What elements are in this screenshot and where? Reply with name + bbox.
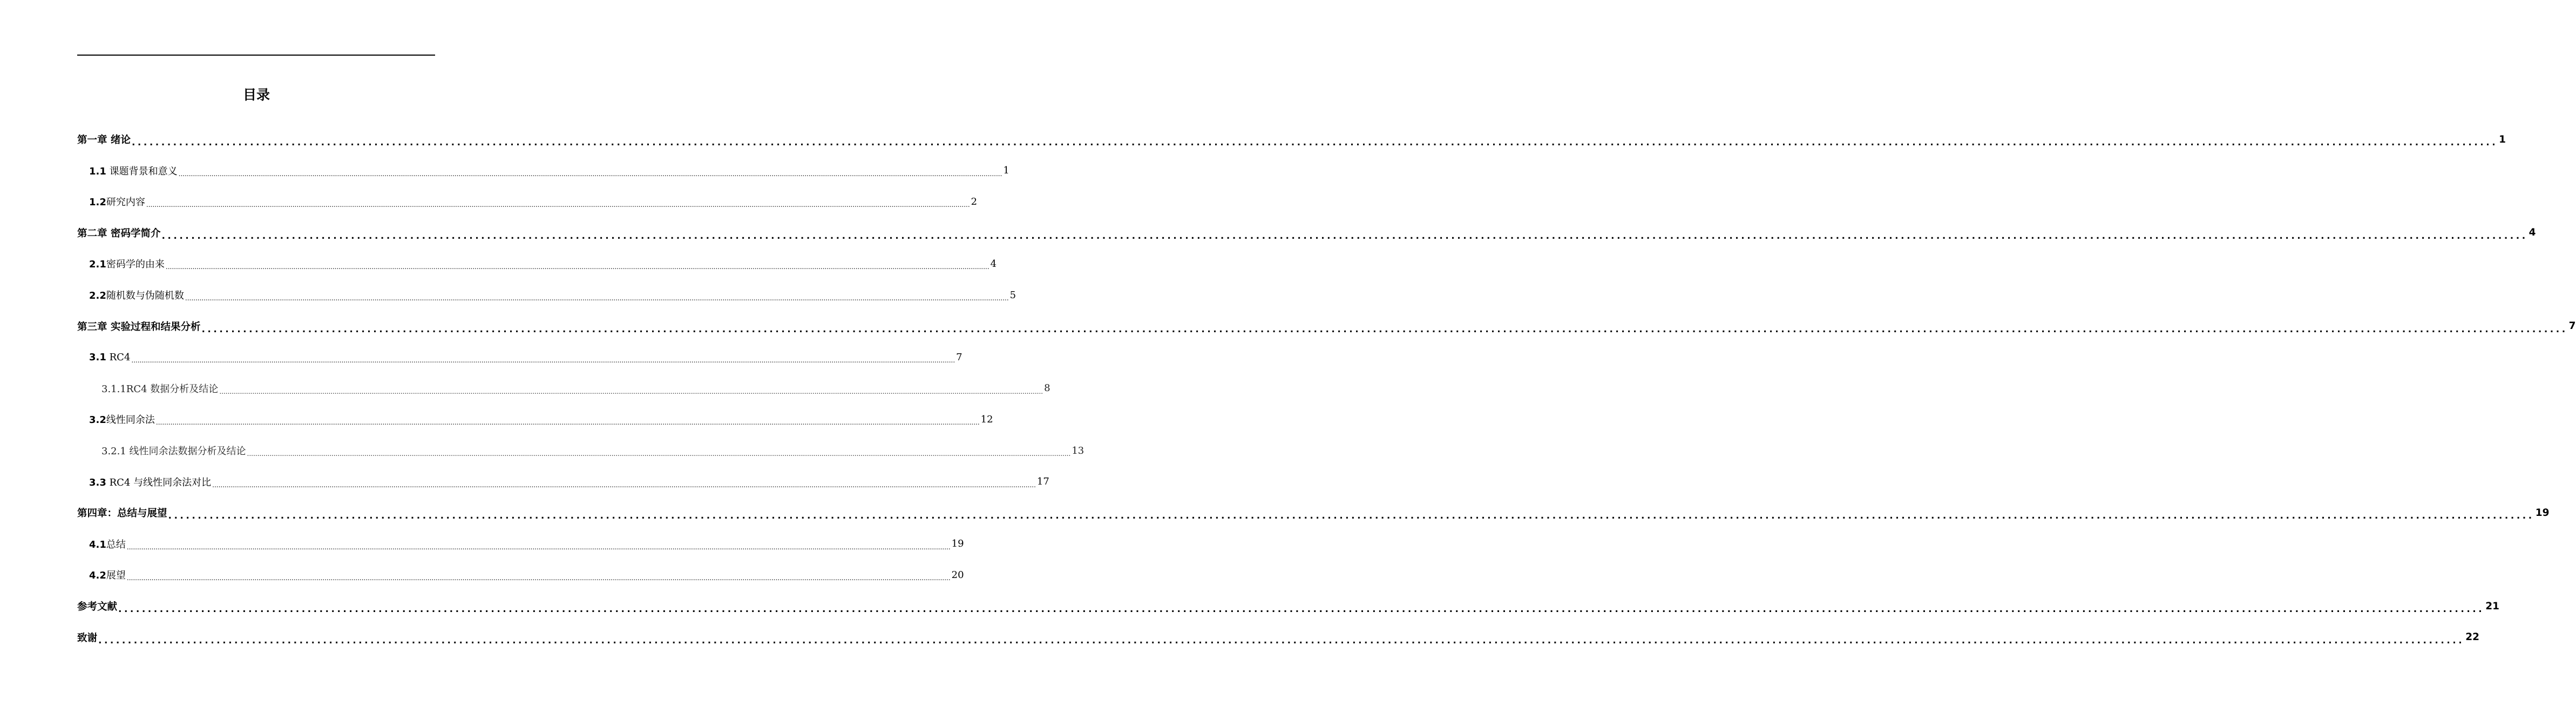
toc-entry-number: 3.2 <box>89 414 106 426</box>
toc-entry-number: 1.2 <box>89 197 106 209</box>
toc-entry[interactable] <box>89 284 1016 306</box>
dot-leader: ................................................................................................................................................................................................................................................................................................................................................................................................................ <box>165 263 989 271</box>
toc-entry-text: 密码学的由来 <box>106 259 165 271</box>
toc-entry[interactable] <box>89 191 978 212</box>
toc-entry-number: 3.1 <box>89 351 106 363</box>
toc-entry[interactable] <box>77 129 2506 150</box>
toc-entry-label <box>89 288 184 302</box>
dot-leader: ................................................................................................................................................................................................................................................................................................................................................................................................................ <box>219 387 1043 395</box>
toc-entry-label <box>89 537 126 551</box>
toc-entry[interactable] <box>101 378 1050 399</box>
toc-entry-text: 随机数与伪随机数 <box>106 290 184 301</box>
toc-entry-number: 4.1 <box>89 539 106 550</box>
toc-entry-page: 2 <box>971 196 978 207</box>
dot-leader: ................................................................................................................................................................................................................................................................................................................................................................................................................ <box>212 481 1036 489</box>
toc-entry-page: 20 <box>951 569 964 581</box>
dot-leader: ................................................................................................................................................................................................................................................................................................................................................................................................................ <box>161 230 2528 241</box>
toc-entry-page: 5 <box>1009 289 1016 301</box>
toc-entry-number: 2.2 <box>89 290 106 301</box>
dot-leader: ................................................................................................................................................................................................................................................................................................................................................................................................................ <box>247 450 1071 458</box>
toc-entry-text: 总结 <box>106 539 126 550</box>
toc-entry-page: 4 <box>990 258 997 270</box>
toc-entry[interactable] <box>89 408 993 430</box>
toc-entry-label <box>77 506 167 520</box>
toc-entry-text: 致谢 <box>77 632 98 644</box>
dot-leader: ................................................................................................................................................................................................................................................................................................................................................................................................................ <box>155 419 980 427</box>
toc-entry-label <box>89 352 130 363</box>
toc-entry-label <box>89 568 126 582</box>
dot-leader: ................................................................................................................................................................................................................................................................................................................................................................................................................ <box>201 324 2568 335</box>
dot-leader: ................................................................................................................................................................................................................................................................................................................................................................................................................ <box>131 137 2498 148</box>
toc-entry-label <box>89 475 211 489</box>
toc-entry-label <box>101 381 218 395</box>
dot-leader: ................................................................................................................................................................................................................................................................................................................................................................................................................ <box>131 357 955 365</box>
toc-entry-text: 课题背景和意义 <box>106 165 178 177</box>
toc-entry-label <box>101 443 246 458</box>
toc-entry-label <box>89 412 155 426</box>
toc-entry[interactable] <box>89 253 997 274</box>
header-rule <box>77 55 435 56</box>
toc-entry-label <box>77 319 200 333</box>
toc-entry-page: 19 <box>951 538 964 550</box>
toc-entry-page: 13 <box>1072 445 1084 456</box>
toc-entry[interactable] <box>89 533 964 555</box>
dot-leader: ................................................................................................................................................................................................................................................................................................................................................................................................................ <box>126 543 951 551</box>
toc-entry-page: 7 <box>2568 320 2576 332</box>
toc-entry-page: 7 <box>956 351 962 363</box>
dot-leader: ................................................................................................................................................................................................................................................................................................................................................................................................................ <box>168 510 2534 522</box>
toc-entry-page: 19 <box>2535 507 2550 519</box>
dot-leader: ................................................................................................................................................................................................................................................................................................................................................................................................................ <box>146 201 970 209</box>
dot-leader: ................................................................................................................................................................................................................................................................................................................................................................................................................ <box>126 574 951 582</box>
toc-entry-number: 4.2 <box>89 570 106 582</box>
toc-entry-text: 参考文献 <box>77 601 118 613</box>
toc-entry-text: 第二章 密码学简介 <box>77 227 161 239</box>
dot-leader: ................................................................................................................................................................................................................................................................................................................................................................................................................ <box>185 294 1009 302</box>
toc-entry-page: 22 <box>2465 631 2479 643</box>
toc-entry-text: 线性同余法 <box>106 414 155 426</box>
toc-entry-text: 第一章 绪论 <box>77 135 131 146</box>
toc-entry-number: 1.1 <box>89 165 106 177</box>
toc-entry-text: RC4 与线性同余法对比 <box>106 476 212 488</box>
toc-entry[interactable] <box>77 595 2499 617</box>
toc-entry-text: 研究内容 <box>106 197 145 209</box>
toc-entry-page: 1 <box>1003 165 1009 177</box>
toc-entry-page: 21 <box>2485 600 2499 612</box>
toc-entry-label <box>89 164 178 178</box>
toc-entry-text: RC4 <box>106 351 131 363</box>
toc-entry-text: 第四章：总结与展望 <box>77 508 167 520</box>
toc-entry-page: 12 <box>980 413 993 425</box>
dot-leader: ................................................................................................................................................................................................................................................................................................................................................................................................................ <box>118 604 2485 615</box>
toc-entry-label <box>89 257 165 271</box>
toc-entry[interactable] <box>89 346 962 368</box>
toc-entry-label <box>77 132 131 146</box>
toc-entry-text: 第三章 实验过程和结果分析 <box>77 321 201 333</box>
toc-entry[interactable] <box>77 222 2536 244</box>
toc-entry[interactable] <box>89 564 964 586</box>
dot-leader: ................................................................................................................................................................................................................................................................................................................................................................................................................ <box>178 170 1002 178</box>
toc-entry-label <box>77 226 160 240</box>
toc-entry-label <box>89 194 145 209</box>
dot-leader: ................................................................................................................................................................................................................................................................................................................................................................................................................ <box>98 635 2465 646</box>
toc-entry-number: 2.1 <box>89 259 106 271</box>
toc-entry[interactable] <box>89 471 1049 493</box>
toc-entry-page: 8 <box>1044 382 1050 394</box>
toc-entry-page: 4 <box>2528 227 2536 239</box>
toc-entry[interactable] <box>89 160 1009 182</box>
toc-entry[interactable] <box>77 502 2550 523</box>
toc-entry-text: 3.1.1RC4 数据分析及结论 <box>101 383 219 395</box>
toc-entry[interactable] <box>101 440 1084 461</box>
toc-entry-number: 3.3 <box>89 476 106 488</box>
toc-entry-page: 17 <box>1036 476 1049 488</box>
toc-entry[interactable] <box>77 315 2576 337</box>
toc-entry[interactable] <box>77 627 2479 648</box>
toc-entry-text: 3.2.1 线性同余法数据分析及结论 <box>101 446 246 457</box>
toc-title: 目录 <box>242 87 270 103</box>
toc-entry-page: 1 <box>2499 133 2506 145</box>
toc-entry-label <box>77 599 117 613</box>
toc-entry-label <box>77 630 97 644</box>
toc-entry-text: 展望 <box>106 570 126 582</box>
